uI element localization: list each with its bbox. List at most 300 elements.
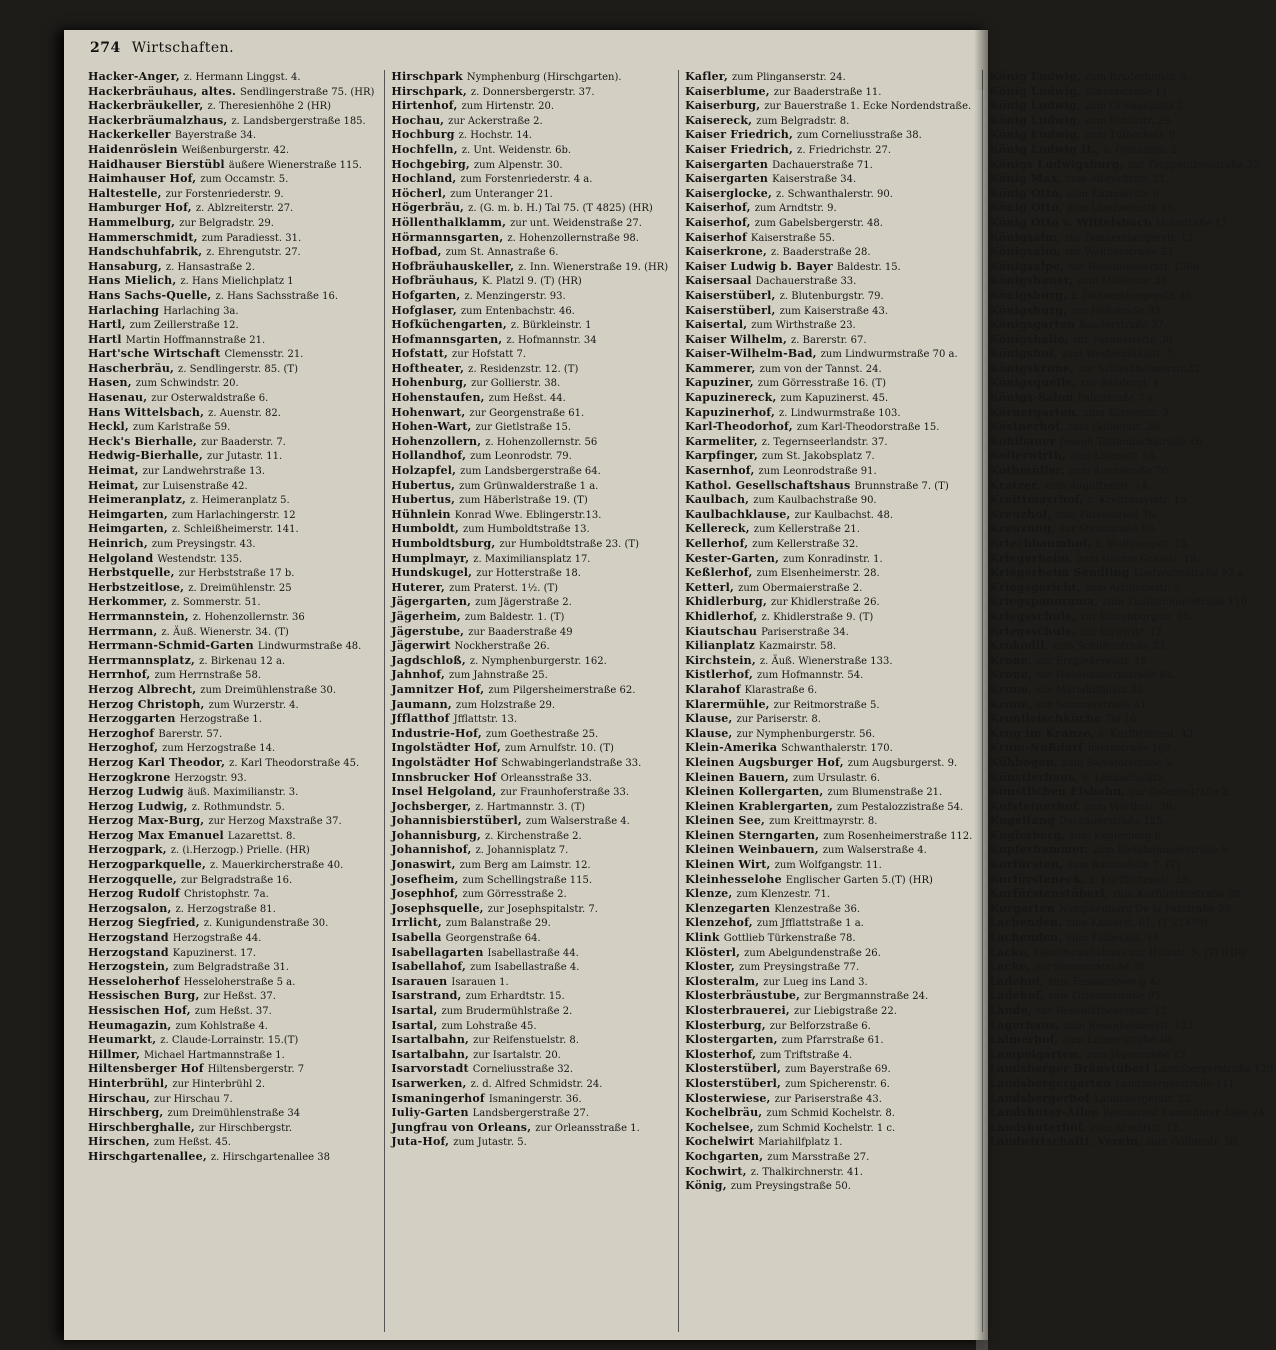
entry-name: Hollandhof, — [391, 449, 467, 463]
entry-address: zum St. Annastraße 6. — [445, 247, 559, 259]
entry-address: Schwanthalerstr. 170. — [781, 743, 893, 755]
entry-address: Herzogstraße 44. — [172, 933, 262, 945]
entry-name: Königsburg, — [989, 288, 1068, 302]
entry-address: zur Sommerstraße 36. — [1034, 962, 1149, 974]
directory-entry — [391, 946, 668, 961]
entry-name: Iuliy-Garten — [391, 1106, 469, 1120]
directory-entry — [391, 800, 668, 815]
entry-address: z. Äuß. Wienerstraße 133. — [759, 655, 893, 667]
entry-address: zum Landwehrstr. 16. — [1066, 203, 1178, 215]
directory-entry — [391, 814, 668, 829]
entry-name: Ladehof, — [989, 989, 1045, 1003]
directory-entry — [391, 771, 668, 786]
entry-name: Klosteralm, — [685, 974, 760, 988]
entry-address: zum Wurzerstr. 4. — [208, 699, 299, 711]
entry-name: Klösterl, — [685, 945, 741, 959]
directory-entry — [989, 683, 1276, 698]
entry-name: Königskrone, — [989, 361, 1075, 375]
entry-address: z. Landsbergerstraße 185. — [231, 115, 366, 127]
entry-name: Hackerbräumalzhaus, — [88, 113, 228, 127]
directory-entry — [989, 406, 1276, 421]
entry-address: zum Tulbeckstr. 9. — [1084, 130, 1179, 142]
entry-name: Isabella — [391, 931, 442, 945]
directory-entry — [685, 873, 972, 888]
entry-name: Herzog Albrecht, — [88, 682, 197, 696]
directory-entry — [685, 493, 972, 508]
entry-name: Königs Ludwigsburg, — [989, 157, 1124, 171]
directory-entry — [391, 1033, 668, 1048]
directory-entry — [391, 756, 668, 771]
entry-name: Hackerbräuhaus, altes. — [88, 84, 237, 98]
entry-name: Kaulbachklause, — [685, 507, 791, 521]
entry-address: zum Müllerstr. 28. — [1077, 276, 1171, 288]
entry-address: z. Baaderstraße 28. — [771, 247, 871, 259]
entry-address: z. Kurfürstenst. 43. — [1098, 728, 1197, 740]
entry-address: Joseph Tattenbachstraße 16. — [1059, 436, 1205, 448]
directory-entry — [88, 916, 374, 931]
directory-entry — [88, 201, 374, 216]
entry-address: zum Jahnstraße 25. — [448, 670, 548, 682]
entry-address: Herzogstr. 93. — [174, 772, 247, 784]
entry-name: Herzog Christoph, — [88, 697, 205, 711]
directory-entry — [685, 931, 972, 946]
directory-entry — [989, 1092, 1276, 1107]
entry-name: Hofküchengarten, — [391, 318, 507, 332]
entry-name: Handschuhfabrik, — [88, 245, 203, 259]
entry-name: Hirschgartenallee, — [88, 1149, 207, 1163]
entry-name: Hedwig-Bierhalle, — [88, 449, 203, 463]
directory-entry — [391, 1048, 668, 1063]
entry-name: Kaisertal, — [685, 318, 748, 332]
directory-entry — [989, 975, 1276, 990]
entry-address: zur Hofstatt 7. — [452, 349, 527, 361]
directory-entry — [391, 128, 668, 143]
directory-entry — [685, 1004, 972, 1019]
entry-address: zum Fasaneriewe g 4a. — [1048, 976, 1165, 988]
directory-entry — [685, 347, 972, 362]
entry-address: zum Thalkirchnerstraße 110. — [1102, 597, 1251, 609]
entry-name: Hochland, — [391, 172, 457, 186]
entry-address: zur Herzog Maxstraße 37. — [208, 816, 342, 828]
entry-address: zur Herbststraße 17 b. — [178, 568, 295, 580]
entry-name: Klenzegarten — [685, 901, 771, 915]
entry-name: Kafler, — [685, 70, 728, 83]
entry-address: zum Obermaierstraße 2. — [738, 582, 863, 594]
entry-address: zur Hinterbrühl 2. — [172, 1078, 266, 1090]
entry-name: Heck's Bierhalle, — [88, 434, 198, 448]
directory-entry — [989, 1077, 1276, 1092]
entry-address: äußere Wienerstraße 115. — [228, 159, 362, 171]
entry-name: Kaiser Wilhelm, — [685, 332, 788, 346]
directory-entry — [685, 1165, 972, 1180]
entry-address: äuß. Maximilianstr. 3. — [187, 787, 299, 799]
entry-address: Bayerstraße 34. — [174, 130, 257, 142]
directory-entry — [88, 698, 374, 713]
entry-name: Kaisergarten — [685, 172, 769, 186]
directory-entry — [685, 800, 972, 815]
directory-entry — [989, 771, 1276, 786]
entry-address: z. Heimeranplatz 5. — [190, 495, 290, 507]
entry-name: Kaiserhof, — [685, 215, 751, 229]
directory-entry — [88, 989, 374, 1004]
entry-name: Kleinen Wirt, — [685, 858, 771, 872]
entry-address: Nockherstraße 26. — [454, 641, 550, 653]
entry-address: zum Ramboßstr. 7. (T) — [1067, 860, 1181, 872]
entry-name: Hochgebirg, — [391, 157, 470, 171]
entry-address: zur Landwehrstraße 13. — [142, 466, 266, 478]
entry-name: Heimgarten, — [88, 507, 168, 521]
directory-entry — [88, 420, 374, 435]
entry-address: zum Jägerstraße 13. — [1085, 1049, 1189, 1061]
entry-address: zum Untere Grasstr. 18. — [1077, 553, 1200, 565]
entry-name: Ingolstädter Hof — [391, 755, 498, 769]
entry-name: Kleinen Bauern, — [685, 770, 789, 784]
entry-name: Lacke, — [989, 960, 1031, 974]
directory-entry — [685, 727, 972, 742]
entry-address: zum Gollierstr. 20. — [1146, 1137, 1240, 1149]
entry-name: Klink — [685, 931, 720, 945]
directory-entry — [391, 304, 668, 319]
directory-entry — [88, 522, 374, 537]
directory-entry — [685, 916, 972, 931]
entry-name: Herzog Rudolf — [88, 887, 180, 901]
directory-entry — [88, 391, 374, 406]
directory-entry — [88, 376, 374, 391]
entry-name: Hesseloherhof — [88, 974, 180, 988]
directory-entry — [391, 989, 668, 1004]
directory-entry — [391, 216, 668, 231]
entry-address: Kaiserstraße 34. — [772, 174, 857, 186]
directory-entry — [391, 245, 668, 260]
entry-address: Weißenburgerstr. 42. — [181, 144, 290, 156]
entry-name: Ladehof, — [989, 974, 1045, 988]
entry-name: Kriegsschule, — [989, 609, 1077, 623]
directory-entry — [391, 902, 668, 917]
entry-address: zum Baldestr. 1. (T) — [464, 611, 565, 623]
entry-address: Corneliusstraße 32. — [472, 1064, 574, 1076]
directory-entry — [88, 406, 374, 421]
directory-entry — [989, 698, 1276, 713]
entry-address: z. Nymphenburgerstr. 162. — [469, 655, 607, 667]
entry-address: Lindwurmstraße 48. — [257, 641, 362, 653]
entry-address: zum Spicherenstr. 6. — [785, 1078, 890, 1090]
entry-name: Hofbräuhaus, — [391, 274, 479, 288]
entry-name: Kufsteinerhof, — [989, 799, 1082, 813]
directory-entry — [391, 537, 668, 552]
entry-address: zur Hirschau 7. — [154, 1093, 233, 1105]
entry-address: z. Schwanthalerstr. 90. — [775, 188, 893, 200]
entry-address: z. Ablzreiterstr. 27. — [195, 203, 294, 215]
directory-entry — [685, 989, 972, 1004]
entry-name: Herrmann, — [88, 624, 158, 638]
entry-address: z. Sommerstr. 51. — [171, 597, 261, 609]
entry-name: Krokodil, — [989, 639, 1049, 653]
entry-name: Kriegsschule, — [989, 624, 1077, 638]
entry-address: zur Fasanerieftr. 30. — [1072, 334, 1176, 346]
entry-address: z. Kreittmayrstr. 15. — [1087, 495, 1190, 507]
entry-address: zum Rosenheimerstraße 112. — [823, 830, 973, 842]
directory-entry — [88, 1033, 374, 1048]
directory-entry — [685, 143, 972, 158]
directory-entry — [391, 99, 668, 114]
entry-address: z. Hofmannstr. 34 — [506, 334, 597, 346]
entry-address: zur Blutenburgstr. 30. — [1080, 611, 1193, 623]
entry-name: Lacke, — [989, 945, 1031, 959]
directory-entry — [391, 464, 668, 479]
entry-address: zum Wörthstr. 38. — [1085, 801, 1176, 813]
directory-entry — [989, 916, 1276, 931]
directory-entry — [685, 537, 972, 552]
directory-entry — [391, 420, 668, 435]
entry-name: Kistlerhof, — [685, 668, 754, 682]
entry-address: z. Residenzstr. 12. (T) — [468, 363, 579, 375]
entry-address: z. Äuß. Wienerstr. 34. (T) — [161, 626, 289, 638]
directory-entry — [88, 260, 374, 275]
directory-entry — [989, 464, 1276, 479]
entry-address: zum Heßst. 44. — [488, 393, 566, 405]
directory-entry — [989, 362, 1276, 377]
entry-address: zum Landsbergerstraße 64. — [460, 466, 601, 478]
entry-address: zum Kellerstraße 21. — [753, 524, 860, 536]
entry-name: Kasernhof, — [685, 464, 755, 478]
entry-name: Hirschberghalle, — [88, 1120, 195, 1134]
entry-name: Klarahof — [685, 682, 741, 696]
entry-name: Kaiser Friedrich, — [685, 128, 794, 142]
entry-name: König Ludwig, — [989, 70, 1081, 83]
directory-entry — [685, 85, 972, 100]
directory-entry — [989, 376, 1276, 391]
directory-entry — [88, 347, 374, 362]
entry-address: zum Kapuzinerst. 45. — [780, 393, 889, 405]
entry-name: Humboldtsburg, — [391, 537, 496, 550]
entry-name: Jungfrau von Orleans, — [391, 1120, 532, 1134]
entry-name: Jägerstube, — [391, 624, 465, 638]
entry-address: zum Balanstraße 29. — [445, 918, 551, 930]
directory-entry — [88, 114, 374, 129]
entry-address: zum Arnulfstr. 12. — [1090, 1122, 1182, 1134]
entry-name: Herzoghof — [88, 726, 155, 740]
entry-name: Kreuzhof, — [989, 507, 1052, 521]
entry-name: Kaiserhof — [685, 230, 747, 244]
entry-address: zur Hohenzollernstraße 84. — [1036, 670, 1176, 682]
entry-name: Kriechbaumhof, — [989, 537, 1092, 550]
entry-address: zum Alpenstr. 30. — [473, 159, 563, 171]
directory-entry — [989, 902, 1276, 917]
entry-address: zum Brudermühlstraße 2. — [441, 1006, 573, 1017]
directory-entry — [989, 201, 1276, 216]
directory-entry — [989, 610, 1276, 625]
entry-name: Hammerschmidt, — [88, 230, 198, 244]
entry-address: z. Blutenburgstr. 79. — [779, 290, 884, 302]
directory-entry — [685, 668, 972, 683]
entry-name: König Otto, — [989, 186, 1063, 200]
directory-entry — [989, 493, 1276, 508]
entry-name: Johannishof, — [391, 843, 472, 857]
entry-address: zur Heßstraße 92. — [1071, 305, 1164, 317]
entry-name: Klosterbräustube, — [685, 989, 801, 1003]
entry-name: Krum-Nußdorf — [989, 741, 1084, 755]
entry-address: z. Rothmundstr. 5. — [191, 801, 285, 813]
directory-entry — [88, 435, 374, 450]
entry-address: z. Lenbachplatz. — [1082, 772, 1166, 784]
entry-address: zum Schwindstr. 20. — [135, 378, 239, 390]
entry-name: Karl-Theodorhof, — [685, 420, 793, 434]
directory-entry — [391, 727, 668, 742]
entry-name: Harlaching — [88, 303, 160, 317]
directory-entry — [685, 391, 972, 406]
entry-name: Hammelburg, — [88, 215, 176, 229]
entry-address: zum Praterst. 1½. (T) — [449, 582, 559, 594]
entry-address: z. Bürkleinstr. 1 — [510, 320, 592, 332]
entry-address: Kapuzinerst. 17. — [172, 947, 257, 959]
directory-entry — [989, 231, 1276, 246]
directory-entry — [391, 566, 668, 581]
entry-address: zum Kurfürstenstraße 38. — [1112, 889, 1244, 901]
entry-address: zum Triftstraße 4. — [760, 1049, 853, 1061]
entry-name: Klause, — [685, 726, 733, 740]
entry-address: zur Bergmannstraße 24. — [804, 991, 929, 1003]
directory-entry — [391, 654, 668, 669]
directory-entry — [685, 581, 972, 596]
entry-address: z. Khidlerstraße 9. (T) — [761, 611, 874, 623]
entry-address: zum Gollierstr. 30. — [1067, 422, 1162, 434]
directory-entry — [88, 552, 374, 567]
entry-address: zum Hofmannstr. 54. — [757, 670, 864, 682]
directory-entry — [685, 1135, 972, 1150]
entry-address: zum Arnulfstr. 10. (T) — [505, 743, 614, 755]
entry-name: Isabellagarten — [391, 945, 484, 959]
entry-address: zum Isabellastraße 4. — [470, 962, 580, 974]
directory-entry — [88, 187, 374, 202]
entry-name: Isartal, — [391, 1018, 438, 1032]
directory-entry — [989, 741, 1276, 756]
directory-entry — [88, 625, 374, 640]
directory-entry — [989, 1033, 1276, 1048]
directory-entry — [88, 1092, 374, 1107]
directory-entry — [88, 318, 374, 333]
entry-address: Michael Hartmannstraße 1. — [144, 1049, 285, 1061]
entry-name: Herrmann-Schmid-Garten — [88, 639, 254, 653]
entry-address: zum Orleansstraße 95. — [1048, 991, 1164, 1003]
directory-entry — [685, 785, 972, 800]
directory-entry — [391, 508, 668, 523]
entry-address: zur Forstenriederstr. 9. — [165, 188, 284, 200]
entry-name: Klenze, — [685, 887, 733, 901]
entry-name: Krone, — [989, 668, 1033, 682]
directory-entry — [685, 1019, 972, 1034]
entry-name: Ketterl, — [685, 580, 735, 594]
column-1 — [88, 70, 374, 1332]
directory-entry — [685, 435, 972, 450]
entry-name: Hiltensberger Hof — [88, 1062, 204, 1076]
directory-entry — [989, 552, 1276, 567]
entry-name: Högerbräu, — [391, 201, 465, 215]
entry-address: zum Schellingstraße 115. — [462, 874, 593, 886]
entry-name: Kriegerheim, — [989, 551, 1074, 565]
entry-name: Herzogstein, — [88, 960, 170, 974]
section-title: Wirtschaften. — [131, 40, 235, 56]
directory-entry — [88, 1062, 374, 1077]
entry-name: Jamnitzer Hof, — [391, 682, 485, 696]
directory-entry — [685, 201, 972, 216]
entry-address: z. Hartmannstr. 3. (T) — [475, 801, 586, 813]
directory-entry — [989, 1004, 1276, 1019]
directory-entry — [88, 771, 374, 786]
entry-name: Josefheim, — [391, 872, 459, 886]
directory-entry — [989, 158, 1276, 173]
directory-entry — [989, 566, 1276, 581]
directory-entry — [989, 143, 1276, 158]
directory-entry — [391, 143, 668, 158]
directory-entry — [989, 172, 1276, 187]
entry-name: Hohen-Wart, — [391, 420, 472, 434]
directory-entry — [989, 449, 1276, 464]
entry-name: Kochelwirt — [685, 1135, 755, 1149]
directory-entry — [88, 1048, 374, 1063]
entry-name: Kratzer, — [989, 478, 1041, 492]
entry-address: Sendlingerstraße 75. (HR) — [240, 86, 375, 98]
directory-entry — [391, 187, 668, 202]
entry-name: Heimat, — [88, 478, 139, 492]
entry-address: Gesellschaftshaus zur Holzstr. 9. (T) (HR) — [1034, 947, 1246, 959]
directory-entry — [391, 610, 668, 625]
entry-name: Kammerer, — [685, 361, 756, 375]
directory-entry — [391, 1019, 668, 1034]
entry-name: Isarstrand, — [391, 989, 462, 1003]
directory-entry — [685, 639, 972, 654]
entry-name: Keßlerhof, — [685, 566, 753, 580]
entry-name: Kupferhammer, — [989, 843, 1089, 857]
directory-entry — [685, 362, 972, 377]
entry-name: Hubertus, — [391, 493, 456, 507]
entry-name: Humplmayr, — [391, 551, 470, 565]
directory-entry — [88, 537, 374, 552]
entry-name: Körnergarten, — [989, 405, 1080, 419]
directory-entry — [88, 508, 374, 523]
entry-address: zum Walserstraße 4. — [525, 816, 630, 828]
entry-name: Klosterwiese, — [685, 1091, 771, 1105]
directory-entry — [88, 654, 374, 669]
directory-entry — [391, 231, 668, 246]
entry-name: Hochau, — [391, 113, 445, 127]
entry-address: zur Gollierstr. 38. — [471, 378, 561, 390]
entry-address: zum Lilienstr. 54. — [1069, 451, 1158, 463]
entry-name: Hofstatt, — [391, 347, 449, 361]
entry-address: zur Reitmorstraße 5. — [773, 699, 880, 711]
entry-address: zur Jutastr. 11. — [206, 451, 283, 463]
entry-address: z. Friedrichstr. 27. — [797, 144, 892, 156]
entry-name: Klarermühle, — [685, 697, 770, 711]
entry-address: z. Orleanspl. 2. — [1103, 144, 1181, 156]
entry-name: Künstlerhaus, — [989, 770, 1079, 784]
directory-entry — [989, 435, 1276, 450]
entry-name: Klenzehof, — [685, 916, 753, 930]
entry-address: Baldestr. 15. — [836, 261, 901, 273]
entry-name: Lände, — [989, 1004, 1032, 1017]
directory-entry — [989, 858, 1276, 873]
entry-address: zur Donnersbergerstr. 12. — [1064, 232, 1197, 244]
entry-name: Klause, — [685, 712, 733, 726]
directory-entry — [685, 479, 972, 494]
entry-name: Kapuziner, — [685, 376, 754, 390]
directory-entry — [391, 449, 668, 464]
entry-address: Barerstr. 57. — [158, 728, 223, 740]
entry-address: Landsbergerstraße 129. — [1153, 1064, 1276, 1076]
entry-address: zum Erhardtstr. 15. — [465, 991, 565, 1003]
entry-address: zum Dreimühlenstraße 34 — [167, 1108, 301, 1120]
directory-entry — [685, 654, 972, 669]
directory-entry — [989, 989, 1276, 1004]
